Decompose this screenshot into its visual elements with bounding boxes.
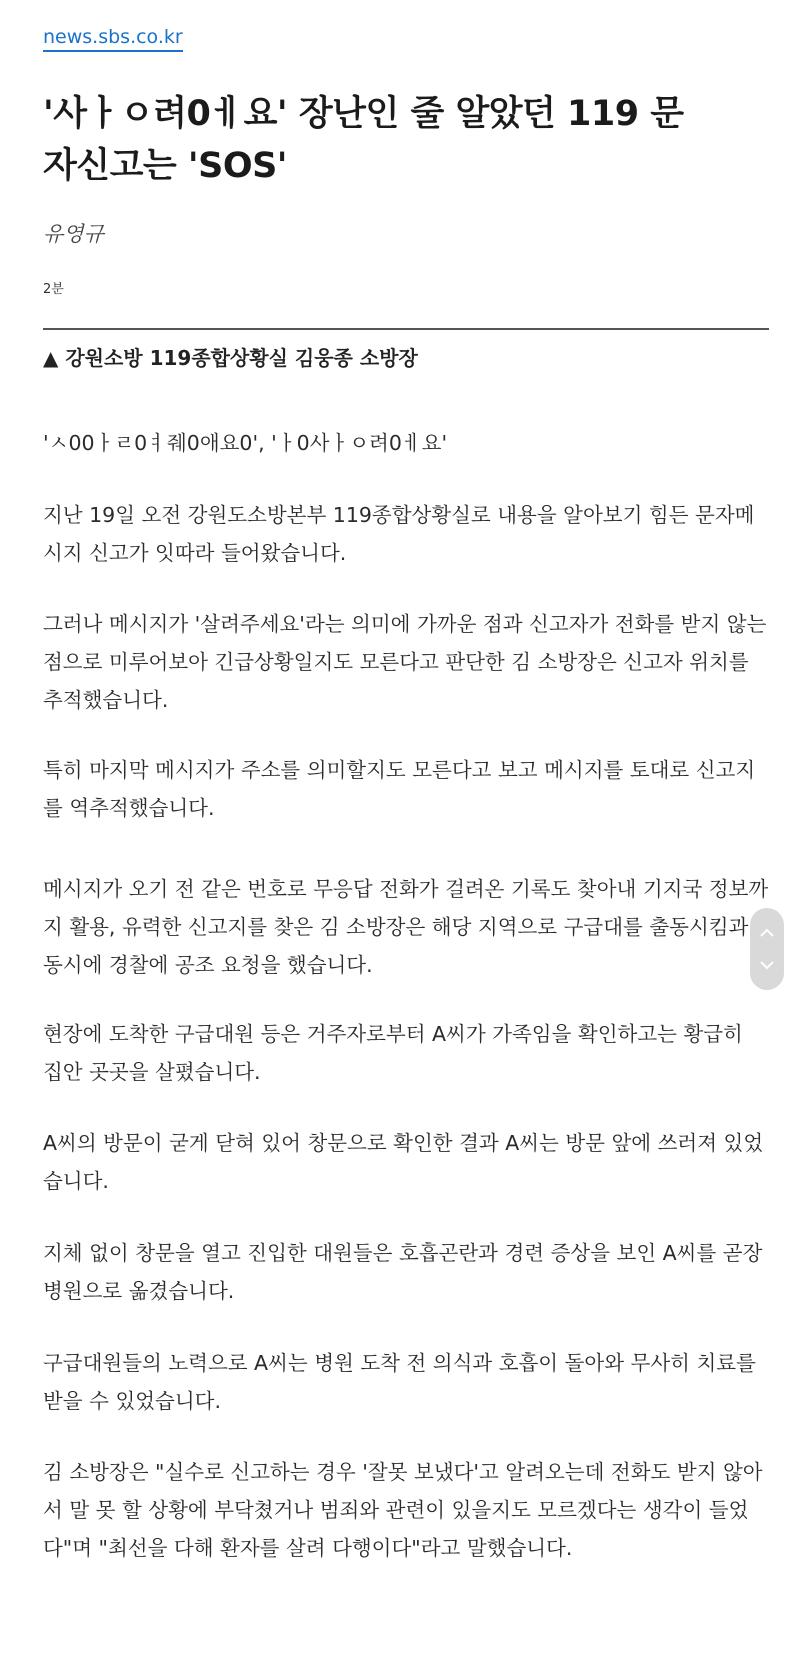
paragraph: 지난 19일 오전 강원도소방본부 119종합상황실로 내용을 알아보기 힘든 문자메시지 신고가 잇따라 들어왔습니다.: [43, 503, 755, 565]
title-line-1: '사ㅏㅇ려0ㅔ요' 장난인 줄 알았던 119 문: [43, 94, 684, 134]
scroll-control[interactable]: [750, 908, 784, 990]
paragraph: 현장에 도착한 구급대원 등은 거주자로부터 A씨가 가족임을 확인하고는 황급히 집안 곳곳을 살폈습니다.: [43, 1022, 743, 1084]
paragraph: 그러나 메시지가 '살려주세요'라는 의미에 가까운 점과 신고자가 전화를 받지 않는 점으로 미루어보아 긴급상황일지도 모른다고 판단한 김 소방장은 신고자 위치를 추적했습니다.: [43, 612, 767, 712]
paragraph: 메시지가 오기 전 같은 번호로 무응답 전화가 걸려온 기록도 찾아내 기지국 정보까지 활용, 유력한 신고지를 찾은 김 소방장은 해당 지역으로 구급대를 출동시킴과 동시에 경찰에 공조 요청을 했습니다.: [43, 877, 769, 977]
author-name: 유영규: [43, 222, 104, 246]
title-line-2: 자신고는 'SOS': [43, 146, 288, 186]
source-link[interactable]: news.sbs.co.kr: [43, 26, 183, 52]
paragraph: A씨의 방문이 굳게 닫혀 있어 창문으로 확인한 결과 A씨는 방문 앞에 쓰러져 있었습니다.: [43, 1131, 764, 1193]
paragraph: 특히 마지막 메시지가 주소를 의미할지도 모른다고 보고 메시지를 토대로 신고지를 역추적했습니다.: [43, 758, 756, 820]
paragraph: 김 소방장은 "실수로 신고하는 경우 '잘못 보냈다'고 알려오는데 전화도 받지 않아서 말 못 할 상황에 부닥쳤거나 범죄와 관련이 있을지도 모르겠다는 생각이 들었다"며 "최선을 다해 환자를 살려 다행이다"라고 말했습니다.: [43, 1460, 763, 1560]
paragraph: 지체 없이 창문을 열고 진입한 대원들은 호흡곤란과 경련 증상을 보인 A씨를 곧장 병원으로 옮겼습니다.: [43, 1241, 763, 1303]
article-title: [43, 88, 769, 192]
photo-caption: ▲ 강원소방 119종합상황실 김웅종 소방장: [43, 346, 418, 370]
read-time: 2분: [43, 282, 64, 297]
chevron-up-icon[interactable]: [750, 922, 784, 944]
paragraph: 'ㅅ00ㅏㄹ0ㅕ줴0애요0', 'ㅏ0사ㅏㅇ려0ㅔ요': [43, 431, 448, 455]
divider: [43, 328, 769, 330]
paragraph: 구급대원들의 노력으로 A씨는 병원 도착 전 의식과 호흡이 돌아와 무사히 치료를 받을 수 있었습니다.: [43, 1351, 756, 1413]
chevron-down-icon[interactable]: [750, 954, 784, 976]
